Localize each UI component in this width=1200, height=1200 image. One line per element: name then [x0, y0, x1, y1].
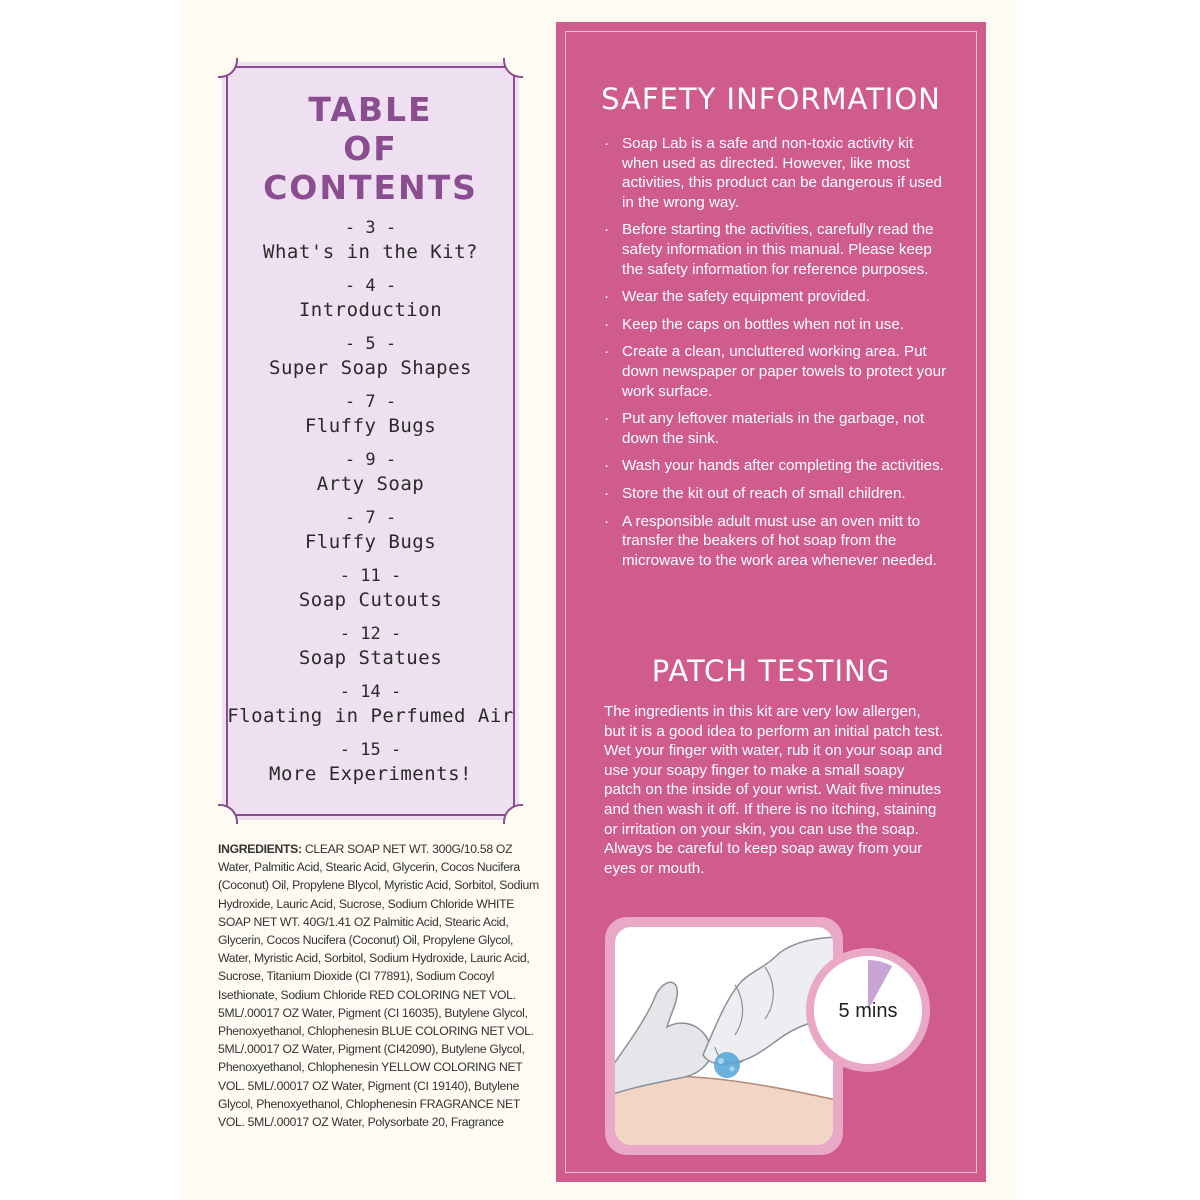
safety-item — [600, 409, 950, 448]
bullet-icon: · — [604, 484, 610, 502]
safety-item — [600, 512, 950, 571]
toc-page-number: - 7 - — [344, 392, 397, 412]
patch-test-illustration — [605, 917, 843, 1155]
toc-entry-label: What's in the Kit? — [263, 241, 478, 263]
table-of-contents — [222, 62, 519, 820]
safety-item-text: Before starting the activities, carefully read the safety information in this manual. Please keep the safety information for reference purposes. — [622, 221, 934, 278]
toc-page-number: - 11 - — [339, 566, 402, 586]
toc-entry-label: More Experiments! — [269, 763, 472, 785]
bullet-icon: · — [604, 512, 610, 530]
bullet-icon: · — [604, 410, 610, 428]
toc-entry — [222, 333, 519, 391]
safety-item-text: Keep the caps on bottles when not in use. — [622, 315, 905, 333]
toc-page-number: - 15 - — [339, 740, 402, 760]
safety-item-text: Put any leftover materials in the garbage, not down the sink. — [622, 410, 925, 447]
safety-item-text: Wash your hands after completing the activities. — [622, 457, 944, 475]
toc-page-number: - 7 - — [344, 508, 397, 528]
safety-item — [600, 315, 950, 335]
ingredients-heading: INGREDIENTS: — [218, 842, 302, 856]
toc-title — [222, 90, 519, 207]
toc-entry-label: Soap Statues — [298, 647, 443, 669]
toc-entry — [222, 275, 519, 333]
safety-item — [600, 342, 950, 401]
safety-item — [600, 484, 950, 504]
toc-entry-label: Super Soap Shapes — [269, 357, 472, 379]
safety-item-text: Soap Lab is a safe and non-toxic activity kit when used as directed. However, like most activities, this product can be dangerous if used in the wrong way. — [622, 135, 942, 211]
frame-corner — [503, 58, 523, 78]
toc-entry — [222, 681, 519, 739]
bullet-icon: · — [604, 343, 610, 361]
safety-item-text: A responsible adult must use an oven mitt to transfer the beakers of hot soap from the microwave to the work area whenever needed. — [622, 512, 937, 569]
toc-entry-label: Fluffy Bugs — [304, 531, 437, 553]
bullet-icon: · — [604, 221, 610, 239]
toc-entry — [222, 449, 519, 507]
toc-entry — [222, 739, 519, 797]
safety-item — [600, 287, 950, 307]
timer-label: 5 mins — [838, 1000, 898, 1022]
safety-item-text: Wear the safety equipment provided. — [622, 288, 870, 306]
timer-badge — [806, 948, 930, 1072]
toc-entry-label: Floating in Perfumed Air — [227, 705, 514, 727]
toc-page-number: - 5 - — [344, 334, 397, 354]
safety-list — [600, 134, 950, 578]
toc-entry-label: Introduction — [298, 299, 443, 321]
toc-entry-label: Fluffy Bugs — [304, 415, 437, 437]
toc-entry — [222, 217, 519, 275]
toc-entry — [222, 565, 519, 623]
patch-testing-title: PATCH TESTING — [651, 654, 891, 688]
ingredients-text: CLEAR SOAP NET WT. 300G/10.58 OZ Water, Palmitic Acid, Stearic Acid, Glycerin, Cocos Nucifera (Coconut) Oil, Propylene Blycol, Myristic Acid, Sorbitol, Sodium Hydroxide, Lauric Acid, Sucrose, Sodium Chloride WHITE SOAP NET WT. 40G/1.41 OZ Palmitic Acid, Stearic Acid, Glycerin, Cocos Nucifera (Coconut) Oil, Propylene Glycol, Water, Myristic Acid, Sorbitol, Sodium Hydroxide, Lauric Acid, Sucrose, Titanium Dioxide (CI 77891), Sodium Cocoyl Isethionate, Sodium Chloride RED COLORING NET VOL. 5ML/.00017 OZ Water, Pigment (CI 16035), Butylene Glycol, Phenoxyethanol, Chlophenesin BLUE COLORING NET VOL. 5ML/.00017 OZ Water, Pigment (CI42090), Butylene Glycol, Phenoxyethanol, Chlophenesin YELLOW COLORING NET VOL. 5ML/.00017 OZ Water, Pigment (CI 19140), Butylene Glycol, Phenoxyethanol, Chlophenesin FRAGRANCE NET VOL. 5ML/.00017 OZ Water, Polysorbate 20, Fragrance — [218, 842, 539, 1130]
toc-title-line: OF — [343, 129, 398, 168]
toc-entry — [222, 507, 519, 565]
arm-and-glove-icon — [615, 927, 833, 1145]
toc-entry-label: Soap Cutouts — [298, 589, 443, 611]
toc-entry — [222, 623, 519, 681]
patch-testing-text: The ingredients in this kit are very low allergen, but it is a good idea to perform an initial patch test. Wet your finger with water, rub it on your soap and use your soapy finger to make a small soapy patch on the inside of your wrist. Wait five minutes and then wash it off. If there is no itching, staining or irritation on your skin, you can use the soap. Always be careful to keep soap away from your eyes or mouth. — [604, 703, 944, 877]
frame-corner — [503, 804, 523, 824]
safety-item — [600, 220, 950, 279]
toc-entry-label: Arty Soap — [316, 473, 425, 495]
toc-page-number: - 4 - — [344, 276, 397, 296]
frame-corner — [218, 58, 238, 78]
toc-page-number: - 3 - — [344, 218, 397, 238]
toc-list — [222, 217, 519, 797]
toc-title-line: TABLE — [308, 90, 433, 129]
ingredients-block — [218, 840, 540, 1131]
toc-title-line: CONTENTS — [263, 168, 478, 207]
safety-item — [600, 456, 950, 476]
toc-page-number: - 9 - — [344, 450, 397, 470]
safety-item-text: Create a clean, uncluttered working area. Put down newspaper or paper towels to protect your work surface. — [622, 343, 947, 400]
timer-face — [814, 956, 922, 1064]
bullet-icon: · — [604, 288, 610, 306]
bullet-icon: · — [604, 457, 610, 475]
safety-item — [600, 134, 950, 212]
safety-item-text: Store the kit out of reach of small children. — [622, 484, 906, 502]
bullet-icon: · — [604, 315, 610, 333]
safety-title: SAFETY INFORMATION — [601, 82, 941, 116]
frame-corner — [218, 804, 238, 824]
bullet-icon: · — [604, 135, 610, 152]
toc-entry — [222, 391, 519, 449]
toc-page-number: - 14 - — [339, 682, 402, 702]
illustration-frame — [615, 927, 833, 1145]
toc-page-number: - 12 - — [339, 624, 402, 644]
